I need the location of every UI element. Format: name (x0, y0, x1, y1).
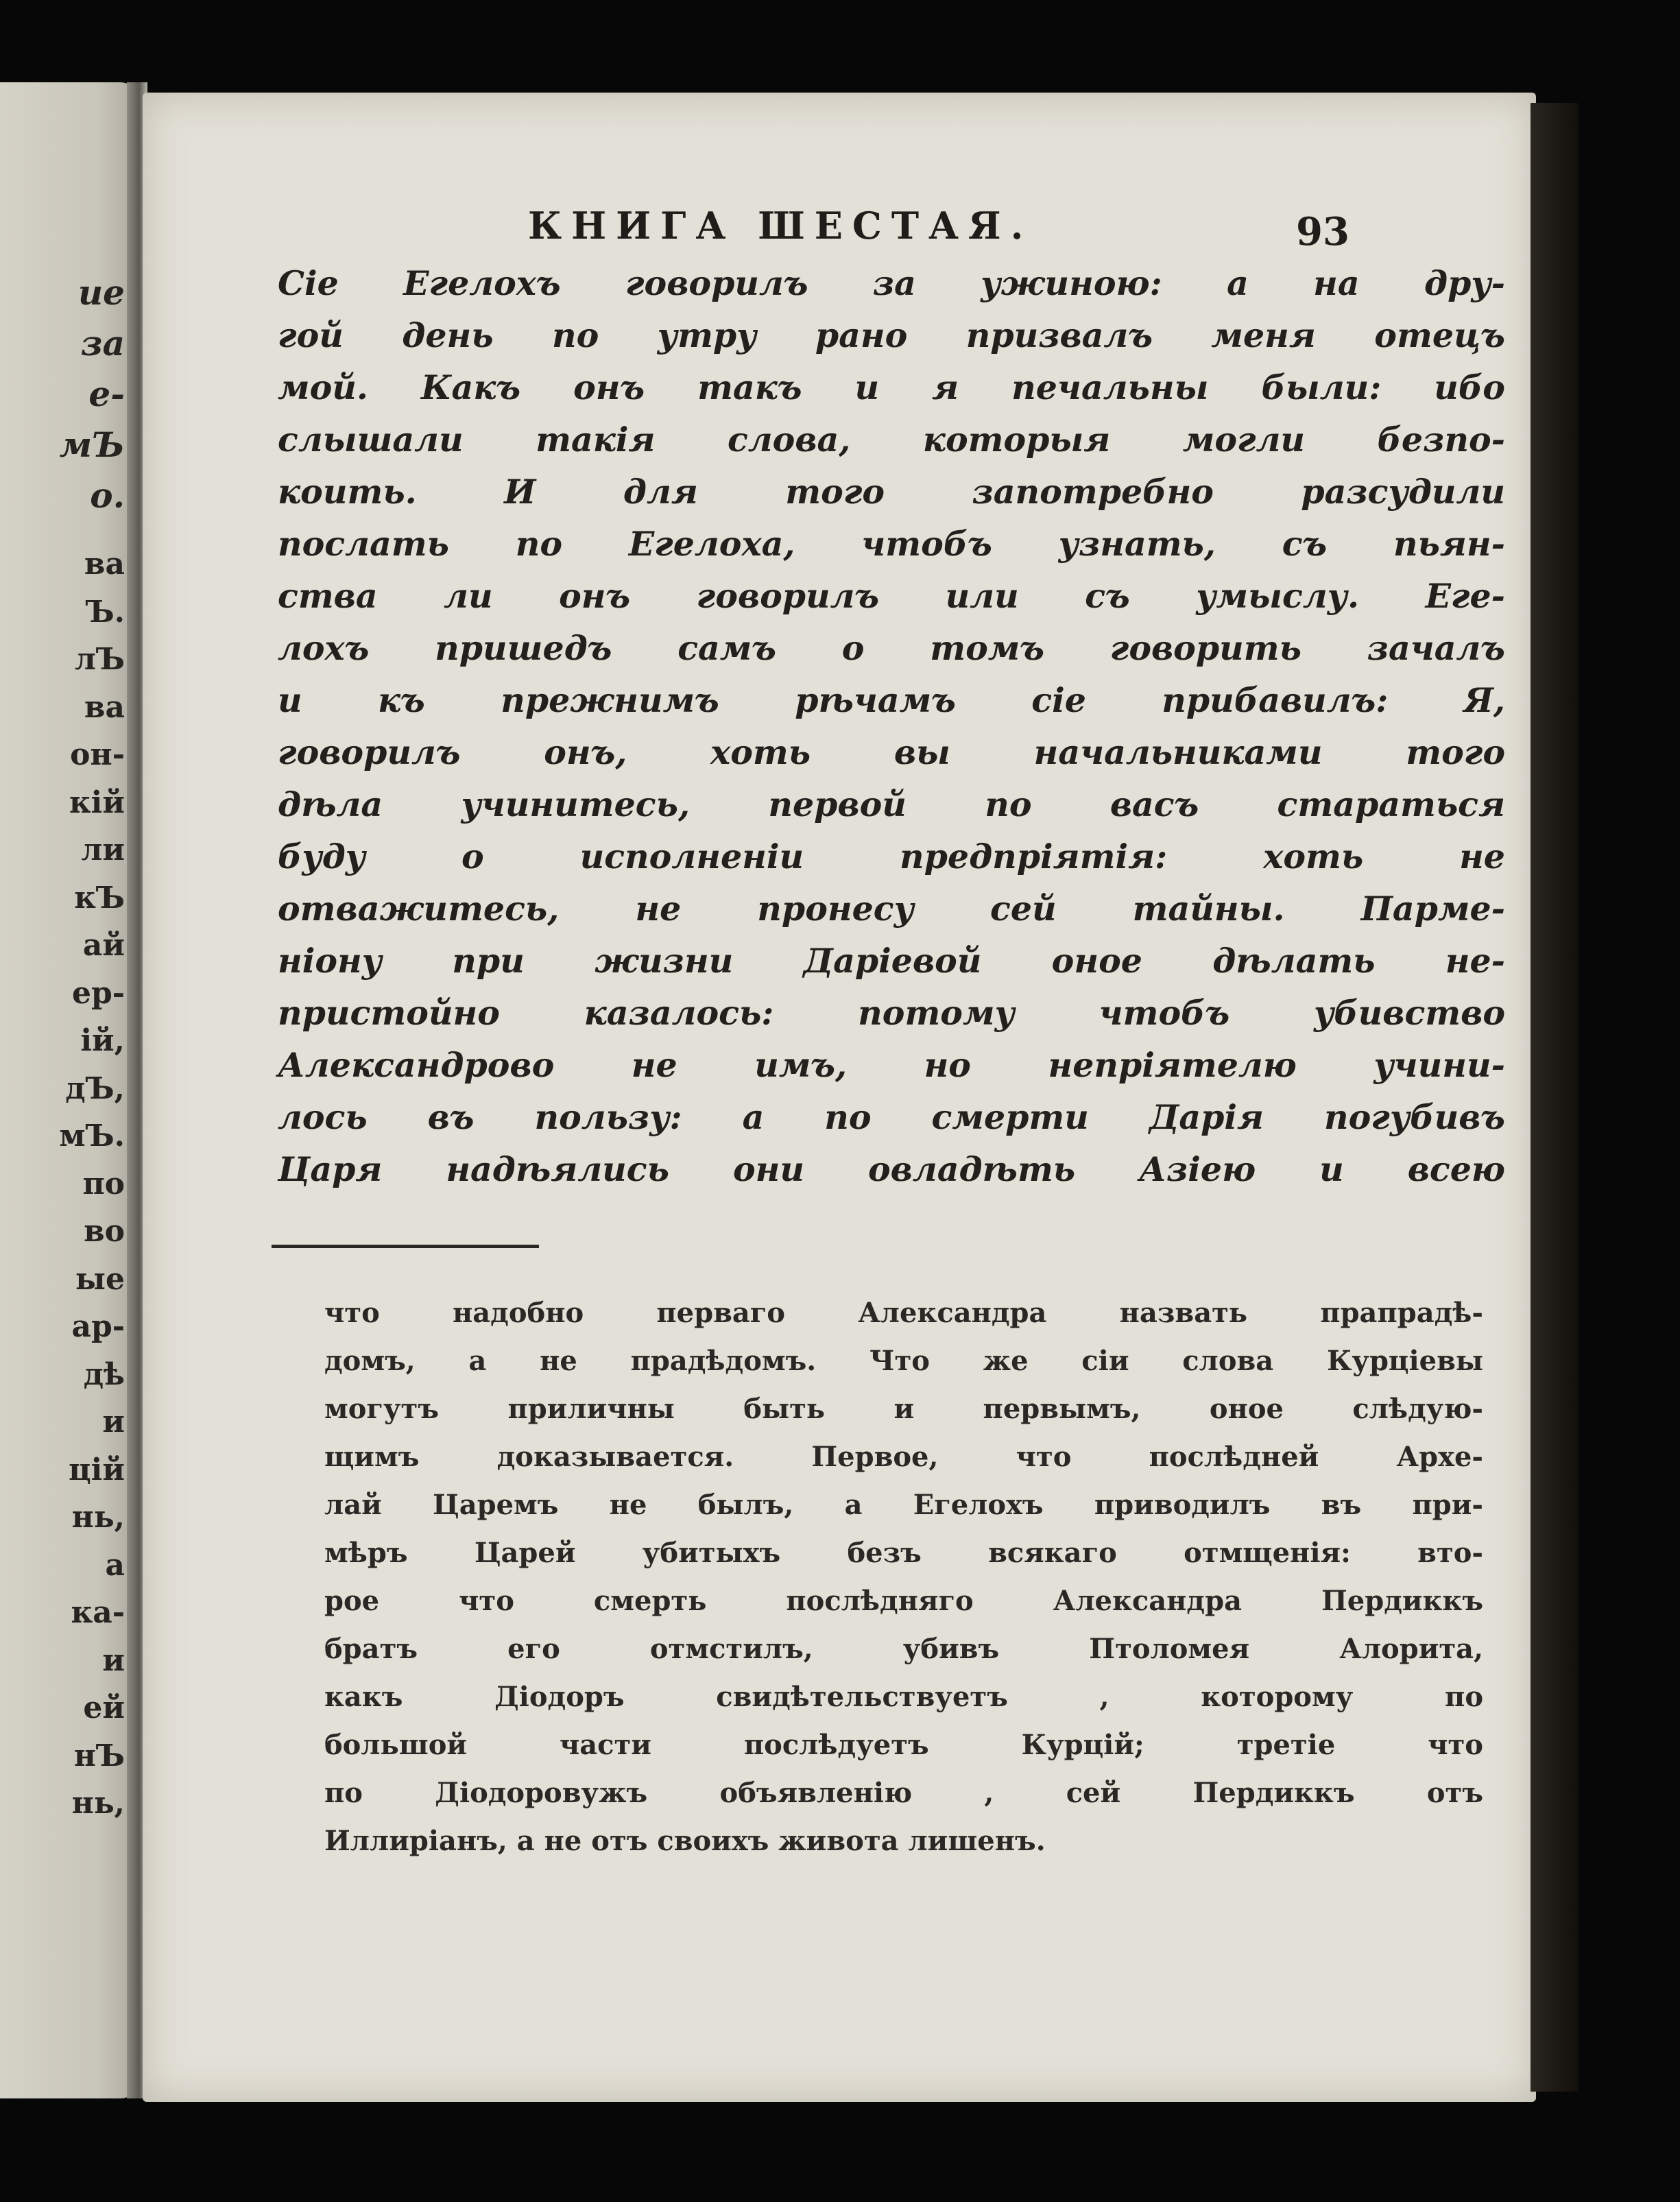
left-fragment: кій (69, 785, 125, 820)
left-fragment: ар- (71, 1309, 125, 1344)
left-fragment: Ъ. (85, 594, 125, 630)
text-line: мой. Какъ онъ такъ и я печальны были: ибо (278, 368, 1505, 407)
text-line: коить. И для того запотребно разсудили (278, 472, 1505, 512)
left-fragment: ей (83, 1690, 125, 1725)
footnote-line: рое что смерть послѣдняго Александра Пердиккъ (324, 1585, 1483, 1617)
left-fragment: и (102, 1404, 125, 1439)
text-line: буду о исполненіи предпріятія: хоть не (278, 837, 1505, 876)
left-fragment: мЪ. (59, 1118, 125, 1153)
footnote-line: щимъ доказывается. Первое, что послѣдней Архе- (324, 1441, 1483, 1473)
text-line: пристойно казалось: потому чтобъ убивство (278, 993, 1505, 1033)
left-fragment: ка- (71, 1595, 125, 1630)
left-fragment: ій, (80, 1023, 125, 1058)
footnote-line: какъ Діодоръ свидѣтельствуетъ , которому по (324, 1681, 1483, 1713)
footnote-line: могутъ приличны быть и первымъ, оное слѣдую- (324, 1393, 1483, 1425)
text-line: послать по Егелоха, чтобъ узнать, съ пьян- (278, 524, 1505, 564)
text-line: лось въ пользу: а по смерти Дарія погубивъ (278, 1097, 1505, 1137)
running-head: КНИГА ШЕСТАЯ. (528, 204, 1033, 248)
left-fragment: а (105, 1547, 125, 1583)
left-fragment: о. (90, 475, 125, 516)
left-fragment: во (84, 1214, 125, 1249)
left-fragment: мЪ (59, 424, 125, 465)
left-page-text-fragments (0, 267, 130, 1828)
page-number: 93 (1296, 209, 1349, 254)
page-edge (1531, 103, 1579, 2092)
text-line: Царя надѣялись они овладѣть Азіею и всею (278, 1149, 1505, 1189)
left-fragment: за (80, 323, 125, 363)
footnote-line: по Діодоровужъ объявленію , сей Пердиккъ отъ (324, 1777, 1483, 1809)
left-fragment: он- (70, 737, 125, 772)
footnote-line: домъ, а не прадѣдомъ. Что же сіи слова Курціевы (324, 1345, 1483, 1377)
footnote-line: Иллиріанъ, а не отъ своихъ живота лишенъ. (324, 1825, 1046, 1857)
left-fragment: дѣ (83, 1356, 125, 1392)
text-line: дѣла учинитесь, первой по васъ стараться (278, 785, 1505, 824)
left-fragment: ва (84, 547, 125, 582)
text-line: отважитесь, не пронесу сей тайны. Парме- (278, 889, 1505, 929)
left-fragment: е- (88, 374, 125, 414)
footnote-rule (272, 1245, 539, 1248)
left-fragment: нь, (71, 1500, 125, 1535)
left-fragment: ва (84, 689, 125, 725)
text-line: лохъ пришедъ самъ о томъ говорить зачалъ (278, 628, 1505, 668)
left-page (0, 82, 141, 2098)
footnote-line: мѣръ Царей убитыхъ безъ всякаго отмщенія: вто- (324, 1537, 1483, 1569)
footnote-line: братъ его отмстилъ, убивъ Птоломея Алорита, (324, 1633, 1483, 1665)
text-line: и къ прежнимъ рѣчамъ сіе прибавилъ: Я, (278, 680, 1505, 720)
left-fragment: нЪ (73, 1738, 125, 1773)
left-fragment: ые (75, 1261, 125, 1297)
text-line: ніону при жизни Даріевой оное дѣлать не- (278, 941, 1505, 981)
left-fragment: лЪ (74, 642, 125, 677)
left-fragment: кЪ (74, 880, 125, 915)
footnote-line: большой части послѣдуетъ Курцій; третіе что (324, 1729, 1483, 1761)
left-fragment: и (102, 1642, 125, 1678)
text-line: ства ли онъ говорилъ или съ умыслу. Еге- (278, 576, 1505, 616)
footnote (324, 1289, 1483, 1865)
left-fragment: ли (81, 833, 125, 867)
left-fragment: ай (82, 928, 125, 963)
text-line: слышали такія слова, которыя могли безпо- (278, 420, 1505, 459)
footnote-line: что надобно перваго Александра назвать прапрадѣ- (324, 1297, 1483, 1329)
text-line: гой день по утру рано призвалъ меня отецъ (278, 315, 1505, 355)
text-line: Александрово не имъ, но непріятелю учини- (278, 1045, 1505, 1085)
text-line: говорилъ онъ, хоть вы начальниками того (278, 732, 1505, 772)
main-text (278, 257, 1505, 1195)
right-page (143, 93, 1536, 2102)
text-line: Сіе Егелохъ говорилъ за ужиною: а на дру- (278, 263, 1505, 303)
left-fragment: ер- (71, 975, 125, 1011)
left-fragment: по (82, 1166, 125, 1201)
left-fragment: ие (77, 272, 125, 313)
left-fragment: цій (69, 1452, 125, 1487)
left-fragment: дЪ, (65, 1070, 125, 1106)
left-fragment: нь, (71, 1786, 125, 1821)
footnote-line: лай Царемъ не былъ, а Егелохъ приводилъ въ при- (324, 1489, 1483, 1521)
